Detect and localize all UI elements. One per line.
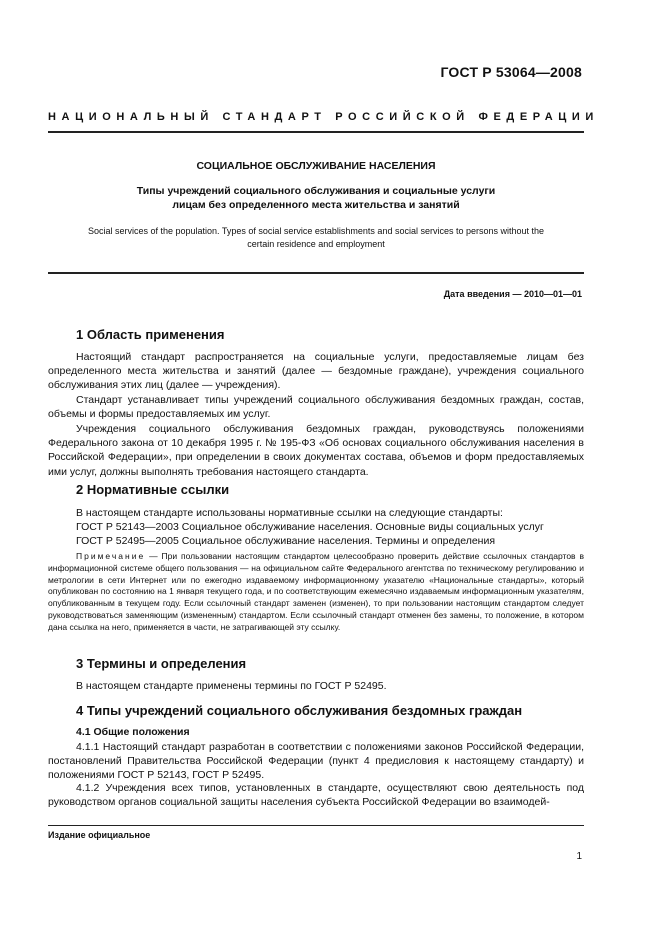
section-1-paragraph-1: Настоящий стандарт распространяется на социальные услуги, предоставляемые лицам без определенного места жительства и занятий (далее — бездомные граждане), учреждения социального обслуживания этих лиц (далее — учреждения).	[48, 351, 584, 392]
official-edition-label: Издание официальное	[48, 830, 151, 840]
footer-divider	[48, 825, 584, 826]
header-divider	[48, 131, 584, 133]
english-title-line-1: Social services of the population. Types of social service establishments and social services to persons without the	[87, 226, 545, 236]
document-title: СОЦИАЛЬНОЕ ОБСЛУЖИВАНИЕ НАСЕЛЕНИЯ	[196, 160, 436, 172]
english-title-line-2: certain residence and employment	[247, 239, 385, 249]
section-1-paragraph-3: Учреждения социального обслуживания бездомных граждан, руководствуясь положениями Федерального закона от 10 декабря 1995 г. № 195-ФЗ «Об основах социального обслуживания населения в Российской Федерации», при определении в своих документах состава, объемов и форм предоставляемых ими услуг, должны выполнять требования настоящего стандарта.	[48, 423, 584, 478]
section-3-heading: 3 Термины и определения	[76, 656, 247, 671]
document-subtitle	[110, 184, 522, 212]
section-1-paragraph-2: Стандарт устанавливает типы учреждений социального обслуживания бездомных граждан, состав, объемы и формы предоставляемых им услуг.	[48, 394, 584, 421]
section-1-heading: 1 Область применения	[76, 327, 225, 342]
reference-gost-52495: ГОСТ Р 52495—2005 Социальное обслуживание населения. Термины и определения	[76, 535, 496, 547]
standard-number: ГОСТ Р 53064—2008	[440, 64, 582, 80]
note-text: — При пользовании настоящим стандартом целесообразно проверить действие ссылочных стандартов в информационной системе общего пользования — на официальном сайте Федерального агентства по техническому регулированию и метрологии в сети Интернет или по ежегодно издаваемому информационному указателю «Национальные стандарты», который опубликован по состоянию на 1 января текущего года, и по соответствующим ежемесячно издаваемым информационным указателям, опубликованным в текущем году. Если ссылочный стандарт заменен (изменен), то при пользовании настоящим стандартом следует руководствоваться заменяющим (измененным) стандартом. Если ссылочный стандарт отменен без замены, то положение, в котором дана ссылка на него, применяется в части, не затрагивающей эту ссылку.	[48, 551, 584, 632]
subsection-4-1-heading: 4.1 Общие положения	[76, 726, 190, 738]
paragraph-4-1-2: 4.1.2 Учреждения всех типов, установленных в стандарте, осуществляют свою деятельность под руководством органов социальной защиты населения субъекта Российской Федерации во взаимодей-	[48, 782, 584, 809]
page-number: 1	[576, 851, 582, 862]
section-3-paragraph: В настоящем стандарте применены термины по ГОСТ Р 52495.	[76, 680, 387, 692]
section-2-heading: 2 Нормативные ссылки	[76, 482, 230, 497]
title-divider	[48, 272, 584, 274]
national-standard-banner: НАЦИОНАЛЬНЫЙ СТАНДАРТ РОССИЙСКОЙ ФЕДЕРАЦИИ	[48, 111, 599, 123]
section-4-heading: 4 Типы учреждений социального обслуживания бездомных граждан	[76, 703, 523, 718]
references-intro: В настоящем стандарте использованы нормативные ссылки на следующие стандарты:	[76, 507, 503, 519]
introduction-date: Дата введения — 2010—01—01	[443, 289, 582, 299]
paragraph-4-1-1: 4.1.1 Настоящий стандарт разработан в соответствии с положениями законов Российской Федерации, постановлений Правительства Российской Федерации (пункт 4 предисловия к настоящему стандарту) и положениями ГОСТ Р 52143, ГОСТ Р 52495.	[48, 741, 584, 782]
subtitle-line-1: Типы учреждений социального обслуживания и социальные услуги	[136, 185, 496, 197]
references-note	[48, 551, 584, 634]
note-label: Примечание	[76, 551, 146, 561]
reference-gost-52143: ГОСТ Р 52143—2003 Социальное обслуживание населения. Основные виды социальных услуг	[76, 521, 544, 533]
english-title	[56, 225, 576, 251]
subtitle-line-2: лицам без определенного места жительства и занятий	[172, 199, 460, 211]
